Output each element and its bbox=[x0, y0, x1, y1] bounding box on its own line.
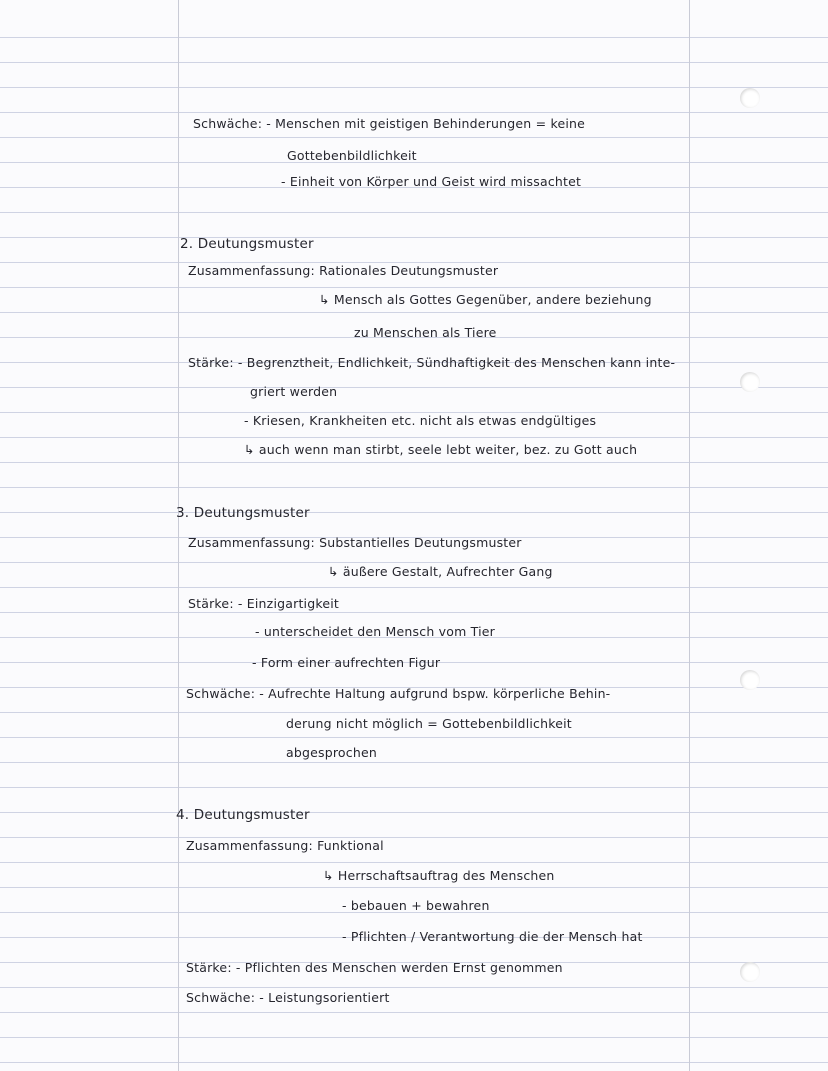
note-line: - Form einer aufrechten Figur bbox=[252, 655, 441, 670]
punch-hole-icon bbox=[740, 372, 760, 392]
note-line: Zusammenfassung: Substantielles Deutungsmuster bbox=[188, 535, 522, 550]
left-margin-line bbox=[178, 0, 179, 1071]
note-line: ↳ Herrschaftsauftrag des Menschen bbox=[323, 868, 555, 883]
note-line: Schwäche: - Aufrechte Haltung aufgrund bspw. körperliche Behin- bbox=[186, 686, 611, 701]
note-line: zu Menschen als Tiere bbox=[354, 325, 497, 340]
note-line: Stärke: - Pflichten des Menschen werden Ernst genommen bbox=[186, 960, 563, 975]
note-line: Stärke: - Begrenztheit, Endlichkeit, Sündhaftigkeit des Menschen kann inte- bbox=[188, 355, 676, 370]
note-line: griert werden bbox=[250, 384, 338, 399]
note-line: ↳ äußere Gestalt, Aufrechter Gang bbox=[328, 564, 553, 579]
note-line: - Kriesen, Krankheiten etc. nicht als etwas endgültiges bbox=[244, 413, 597, 428]
punch-hole-icon bbox=[740, 670, 760, 690]
note-line: Stärke: - Einzigartigkeit bbox=[188, 596, 340, 611]
note-line: Schwäche: - Leistungsorientiert bbox=[186, 990, 390, 1005]
note-line: Zusammenfassung: Rationales Deutungsmuster bbox=[188, 263, 499, 278]
punch-hole-icon bbox=[740, 88, 760, 108]
note-line: Zusammenfassung: Funktional bbox=[186, 838, 384, 853]
right-margin-line bbox=[689, 0, 690, 1071]
note-line: - bebauen + bewahren bbox=[342, 898, 490, 913]
section-heading: 4. Deutungsmuster bbox=[176, 807, 310, 823]
note-line: abgesprochen bbox=[286, 745, 377, 760]
note-line: - Pflichten / Verantwortung die der Mensch hat bbox=[342, 929, 643, 944]
note-line: Gottebenbildlichkeit bbox=[287, 148, 417, 163]
note-line: derung nicht möglich = Gottebenbildlichkeit bbox=[286, 716, 572, 731]
section-heading: 2. Deutungsmuster bbox=[180, 236, 314, 252]
section-heading: 3. Deutungsmuster bbox=[176, 505, 310, 521]
note-line: - Einheit von Körper und Geist wird missachtet bbox=[281, 174, 582, 189]
punch-hole-icon bbox=[740, 962, 760, 982]
note-line: Schwäche: - Menschen mit geistigen Behinderungen = keine bbox=[193, 116, 586, 131]
note-line: ↳ Mensch als Gottes Gegenüber, andere beziehung bbox=[319, 292, 652, 307]
note-line: - unterscheidet den Mensch vom Tier bbox=[255, 624, 495, 639]
note-line: ↳ auch wenn man stirbt, seele lebt weiter, bez. zu Gott auch bbox=[244, 442, 638, 457]
